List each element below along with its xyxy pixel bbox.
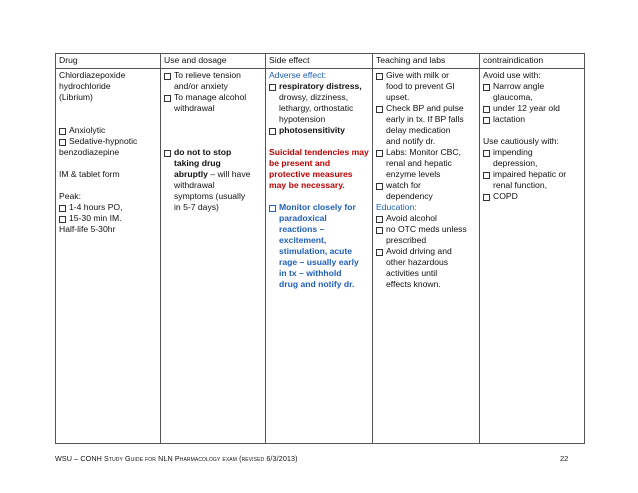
contra-item: under 12 year old [483,103,581,114]
checkbox-bullet-icon [376,227,383,234]
education-item: Avoid alcohol [376,213,476,224]
drug-class-item: Anxiolytic [59,125,157,136]
checkbox-bullet-icon [164,95,171,102]
contraindication-cell: Avoid use with: Narrow angle glaucoma, under 12 year old lactation Use cautiously with: impending depression, impaired hepatic or renal function, COPD [480,69,585,444]
caution-item: COPD [483,191,581,202]
checkbox-bullet-icon [376,249,383,256]
teaching-item: Labs: Monitor CBC, [376,147,476,158]
side-effect-item: respiratory distress, [269,81,369,92]
checkbox-bullet-icon [376,150,383,157]
peak-label: Peak: [59,191,81,201]
caution-item: impaired hepatic or [483,169,581,180]
adverse-effect-label: Adverse effect: [269,70,327,80]
checkbox-bullet-icon [269,84,276,91]
header-teaching-labs: Teaching and labs [373,54,480,69]
checkbox-bullet-icon [164,150,171,157]
avoid-label: Avoid use with: [483,70,541,80]
teaching-labs-cell: Give with milk or food to prevent GI upset. Check BP and pulse early in tx. If BP falls delay medication and notify dr. Labs: Monitor CBC, renal and hepatic enzyme levels watch for dependency Education: Avoid alcohol no OTC meds unless prescribed Avoid driving and other hazardous activities until effects known. [373,69,480,444]
drug-cell [56,69,161,444]
side-effect-item: photosensitivity [269,125,369,136]
use-dosage-cell: To relieve tension and/or anxiety To manage alcohol withdrawal do not to stop taking drug abruptly – will have withdrawal symptoms (usually in 5-7 days) [161,69,266,444]
drug-name-line: hydrochloride [59,81,111,91]
caution-item: impending [483,147,581,158]
teaching-item: Give with milk or [376,70,476,81]
checkbox-bullet-icon [59,128,66,135]
checkbox-bullet-icon [376,183,383,190]
header-drug: Drug [56,54,161,69]
checkbox-bullet-icon [59,216,66,223]
table-row [56,69,585,444]
drug-form: IM & tablet form [59,169,120,179]
education-item: no OTC meds unless [376,224,476,235]
checkbox-bullet-icon [376,216,383,223]
checkbox-bullet-icon [59,205,66,212]
teaching-item: Check BP and pulse [376,103,476,114]
header-contraindication: contraindication [480,54,585,69]
checkbox-bullet-icon [59,139,66,146]
side-effect-cell: Adverse effect: respiratory distress, drowsy, dizziness, lethargy, orthostatic hypotension photosensitivity Suicidal tendencies may be present and protective measures may be necessary. Monitor closely for paradoxical reactions – excitement, stimulation, acute rage – usually early in tx – withhold drug and notify dr. [266,69,373,444]
checkbox-bullet-icon [269,128,276,135]
checkbox-bullet-icon [269,205,276,212]
checkbox-bullet-icon [483,150,490,157]
drug-class-line: benzodiazepine [59,147,120,157]
peak-item: 1-4 hours PO, [59,202,157,213]
teaching-item: watch for [376,180,476,191]
checkbox-bullet-icon [376,73,383,80]
education-item: Avoid driving and [376,246,476,257]
education-label: Education: [376,202,417,212]
table-header-row [56,54,585,69]
checkbox-bullet-icon [376,106,383,113]
checkbox-bullet-icon [483,194,490,201]
header-side-effect: Side effect [266,54,373,69]
contra-item: lactation [483,114,581,125]
page-number: 22 [560,454,569,463]
drug-name-line: (Librium) [59,92,93,102]
checkbox-bullet-icon [483,106,490,113]
monitor-item: Monitor closely for [269,202,369,213]
page-footer: WSU – CONH Study Guide for NLN Pharmacology exam (revised 6/3/2013) [55,454,298,463]
checkbox-bullet-icon [164,73,171,80]
caution-label: Use cautiously with: [483,136,559,146]
drug-name-line: Chlordiazepoxide [59,70,126,80]
use-item: To manage alcohol [164,92,262,103]
header-use-dosage: Use and dosage [161,54,266,69]
drug-table [55,53,585,444]
peak-item: 15-30 min IM. [59,213,157,224]
suicide-warning: Suicidal tendencies may [269,147,369,157]
contra-item: Narrow angle [483,81,581,92]
half-life: Half-life 5-30hr [59,224,116,234]
checkbox-bullet-icon [483,172,490,179]
checkbox-bullet-icon [483,117,490,124]
drug-class-item: Sedative-hypnotic [59,136,157,147]
checkbox-bullet-icon [483,84,490,91]
use-item: To relieve tension [164,70,262,81]
use-warning-item: do not to stop [164,147,262,158]
